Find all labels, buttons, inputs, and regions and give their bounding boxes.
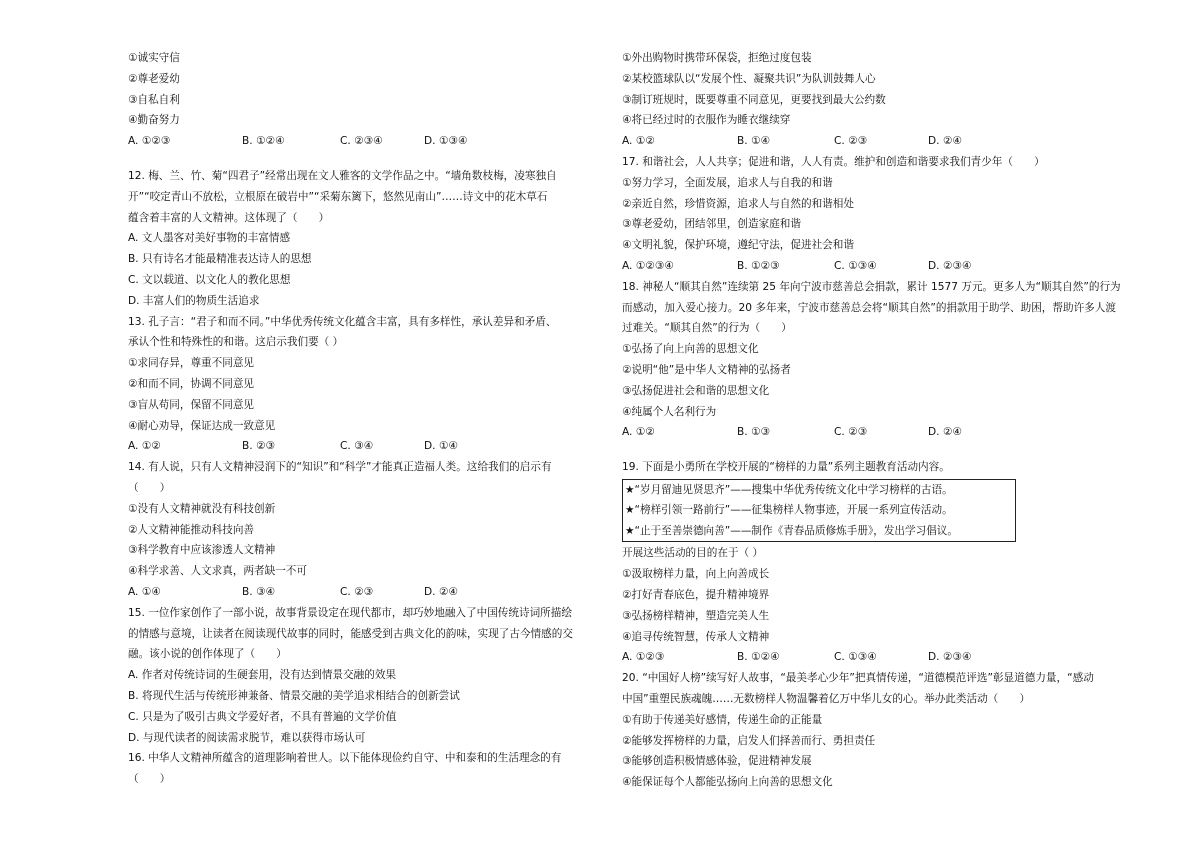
q19-intro: 19. 下面是小勇所在学校开展的“榜样的力量”系列主题教育活动内容。 (622, 461, 950, 474)
q11-option-3: ③自私自利 (128, 93, 180, 106)
q14-option-3: ③科学教育中应该渗透人文精神 (128, 544, 276, 557)
q15-option-d: D. 与现代读者的阅读需求脱节，难以获得市场认可 (128, 731, 366, 744)
q16-choice-b: B. ①④ (737, 135, 770, 148)
q19-option-4: ④追寻传统智慧，传承人文精神 (622, 630, 770, 643)
q15-option-a: A. 作者对传统诗词的生硬套用，没有达到情景交融的效果 (128, 669, 397, 682)
q19-choices (622, 647, 1074, 668)
q18-stem-line: 而感动，加入爱心接力。20 多年来，宁波市慈善总会将“顺其自然”的捐款用于助学、助困，帮助许多人渡 (622, 301, 1116, 314)
q18-option-4: ④纯属个人名利行为 (622, 405, 717, 418)
q14-stem-line: （ ） (128, 481, 171, 494)
q18-choices (622, 422, 1074, 443)
question-20 (622, 668, 1094, 793)
q14-stem-line: 14. 有人说，只有人文精神浸润下的“知识”和“科学”才能真正造福人类。这给我们的启示有 (128, 461, 552, 474)
q11-option-2: ②尊老爱幼 (128, 72, 180, 85)
q19-option-1: ①汲取榜样力量，向上向善成长 (622, 568, 770, 581)
q13-option-2: ②和而不同，协调不同意见 (128, 377, 255, 390)
q11-option-1: ①诚实守信 (128, 52, 180, 64)
q18-option-2: ②说明“他”是中华人文精神的弘扬者 (622, 363, 791, 376)
q16-choice-a: A. ①② (622, 135, 655, 148)
q19-activity-item: ★“榜样引领一路前行”——征集榜样人物事迹，开展一系列宣传活动。 (625, 504, 953, 517)
q12-option-b: B. 只有诗名才能最精准表达诗人的思想 (128, 253, 312, 266)
q17-option-3: ③尊老爱幼，团结邻里，创造家庭和谐 (622, 218, 801, 231)
q19-choice-c: C. ①③④ (834, 651, 877, 664)
q14-choice-a: A. ①④ (128, 585, 161, 598)
question-13 (128, 312, 580, 458)
q17-choice-d: D. ②③④ (928, 259, 972, 272)
question-14 (128, 457, 580, 603)
q16-stem-line: （ ） (128, 773, 171, 786)
q11-choice-a: A. ①②③ (128, 135, 171, 148)
q12-stem-line: 12. 梅、兰、竹、菊“四君子”经常出现在文人雅客的文学作品之中。“墙角数枝梅，凌寒独自 (128, 169, 557, 182)
q17-choices (622, 256, 1074, 277)
q15-stem-line: 15. 一位作家创作了一部小说，故事背景设定在现代都市，却巧妙地融入了中国传统诗词所描绘 (128, 606, 572, 619)
q13-choice-d: D. ①④ (424, 440, 458, 453)
q20-option-1: ①有助于传递美好感情，传递生命的正能量 (622, 713, 823, 726)
q19-option-2: ②打好青春底色，提升精神境界 (622, 589, 770, 602)
q17-choice-c: C. ①③④ (834, 259, 877, 272)
question-12 (128, 166, 580, 312)
q19-choice-b: B. ①②④ (737, 651, 780, 664)
q19-activity-item: ★“止于至善崇德向善”——制作《青春品质修炼手册》，发出学习倡议。 (625, 524, 958, 537)
q15-stem-line: 的情感与意境，让读者在阅读现代故事的同时，能感受到古典文化的韵味，实现了古今情感的交 (128, 627, 573, 640)
q18-stem-line: 过难关。“顺其自然”的行为（ ） (622, 322, 792, 335)
q14-choice-b: B. ③④ (242, 585, 275, 598)
q15-option-b: B. 将现代生活与传统形神兼备、情景交融的美学追求相结合的创新尝试 (128, 689, 460, 702)
q13-choice-c: C. ③④ (340, 440, 374, 453)
q18-choice-a: A. ①② (622, 426, 655, 439)
q18-choice-d: D. ②④ (928, 426, 962, 439)
q12-option-c: C. 文以载道、以文化人的教化思想 (128, 273, 291, 286)
q13-choice-b: B. ②③ (242, 440, 275, 453)
q17-option-1: ①努力学习，全面发展，追求人与自我的和谐 (622, 176, 833, 189)
left-column (128, 48, 580, 790)
q11-choice-b: B. ①②④ (242, 135, 285, 148)
q19-choice-a: A. ①②③ (622, 651, 665, 664)
q20-stem-line: 中国”重塑民族魂魄……无数榜样人物温馨着亿万中华儿女的心。举办此类活动（ ） (622, 693, 1031, 706)
q17-option-2: ②亲近自然，珍惜资源，追求人与自然的和谐相处 (622, 197, 854, 210)
q19-activity-box (622, 479, 1016, 543)
q16-choice-c: C. ②③ (834, 135, 868, 148)
q16-option-1: ①外出购物时携带环保袋，拒绝过度包装 (622, 52, 812, 64)
q14-option-2: ②人文精神能推动科技向善 (128, 523, 255, 536)
question-18 (622, 277, 1121, 443)
q20-option-3: ③能够创造积极情感体验，促进精神发展 (622, 755, 812, 768)
q11-options (128, 48, 580, 131)
q18-stem-line: 18. 神秘人“顺其自然”连续第 25 年向宁波市慈善总会捐款，累计 1577 万元。更多人为“顺其自然”的行为 (622, 280, 1121, 293)
q13-option-3: ③盲从苟同，保留不同意见 (128, 398, 255, 411)
q19-option-3: ③弘扬榜样精神，塑造完美人生 (622, 609, 770, 622)
q16-option-4: ④将已经过时的衣服作为睡衣继续穿 (622, 114, 791, 127)
q19-question: 开展这些活动的目的在于（ ） (622, 547, 764, 560)
q13-option-1: ①求同存异，尊重不同意见 (128, 357, 255, 370)
question-16-stem (128, 748, 580, 790)
q20-option-4: ④能保证每个人都能弘扬向上向善的思想文化 (622, 776, 833, 789)
q17-stem-line: 17. 和谐社会，人人共享；促进和谐，人人有责。维护和创造和谐要求我们青少年（ ） (622, 155, 1045, 168)
q15-stem-line: 融。该小说的创作体现了（ ） (128, 648, 287, 661)
q17-choice-a: A. ①②③④ (622, 259, 674, 272)
q11-option-4: ④勤奋努力 (128, 114, 180, 127)
q17-option-4: ④文明礼貌，保护环境，遵纪守法，促进社会和谐 (622, 239, 854, 252)
q16-option-3: ③制订班规时，既要尊重不同意见，更要找到最大公约数 (622, 93, 886, 106)
q18-choice-c: C. ②③ (834, 426, 868, 439)
q12-option-d: D. 丰富人们的物质生活追求 (128, 294, 260, 307)
q19-choice-d: D. ②③④ (928, 651, 972, 664)
q18-choice-b: B. ①③ (737, 426, 770, 439)
q11-choice-c: C. ②③④ (340, 135, 383, 148)
q12-stem-line: 开”“咬定青山不放松，立根原在破岩中”“采菊东篱下，悠然见南山”……诗文中的花木草石 (128, 190, 548, 203)
q13-choices (128, 436, 580, 457)
q17-choice-b: B. ①②③ (737, 259, 780, 272)
q13-stem-line: 13. 孔子言：“君子和而不同。”中华优秀传统文化蕴含丰富，具有多样性，承认差异和矛盾、 (128, 315, 557, 328)
q13-option-4: ④耐心劝导，保证达成一致意见 (128, 419, 276, 432)
right-column (622, 48, 1121, 793)
q12-stem-line: 蕴含着丰富的人文精神。这体现了（ ） (128, 211, 330, 224)
q15-option-c: C. 只是为了吸引古典文学爱好者，不具有普遍的文学价值 (128, 710, 397, 723)
question-17 (622, 152, 1074, 277)
q14-option-4: ④科学求善、人文求真，两者缺一不可 (128, 565, 307, 578)
q14-choice-c: C. ②③ (340, 585, 374, 598)
q20-option-2: ②能够发挥榜样的力量，启发人们择善而行、勇担责任 (622, 734, 876, 747)
q14-choices (128, 582, 580, 603)
q19-activity-item: ★“岁月留迪见贤思齐”——搜集中华优秀传统文化中学习榜样的古语。 (625, 483, 953, 496)
q20-stem-line: 20. “中国好人榜”续写好人故事，“最美孝心少年”把真情传递，“道德模范评选”彰显道德力量，“感动 (622, 672, 1094, 685)
q16-choices (622, 131, 1074, 152)
q12-option-a: A. 文人墨客对美好事物的丰富情感 (128, 232, 291, 245)
q11-choices (128, 131, 580, 152)
question-15 (128, 603, 580, 749)
q13-choice-a: A. ①② (128, 440, 161, 453)
q16-option-2: ②某校篮球队以“发展个性、凝聚共识”为队训鼓舞人心 (622, 72, 876, 85)
q18-option-1: ①弘扬了向上向善的思想文化 (622, 343, 759, 356)
q16-options (622, 48, 1074, 152)
q16-stem-line: 16. 中华人文精神所蕴含的道理影响着世人。以下能体现俭约自守、中和泰和的生活理念的有 (128, 752, 562, 765)
question-19 (622, 457, 1074, 668)
q13-stem-line: 承认个性和特殊性的和谐。这启示我们要（ ） (128, 336, 344, 349)
q14-option-1: ①没有人文精神就没有科技创新 (128, 502, 276, 515)
q18-option-3: ③弘扬促进社会和谐的思想文化 (622, 384, 770, 397)
q14-choice-d: D. ②④ (424, 585, 458, 598)
q16-choice-d: D. ②④ (928, 135, 962, 148)
q11-choice-d: D. ①③④ (424, 135, 468, 148)
